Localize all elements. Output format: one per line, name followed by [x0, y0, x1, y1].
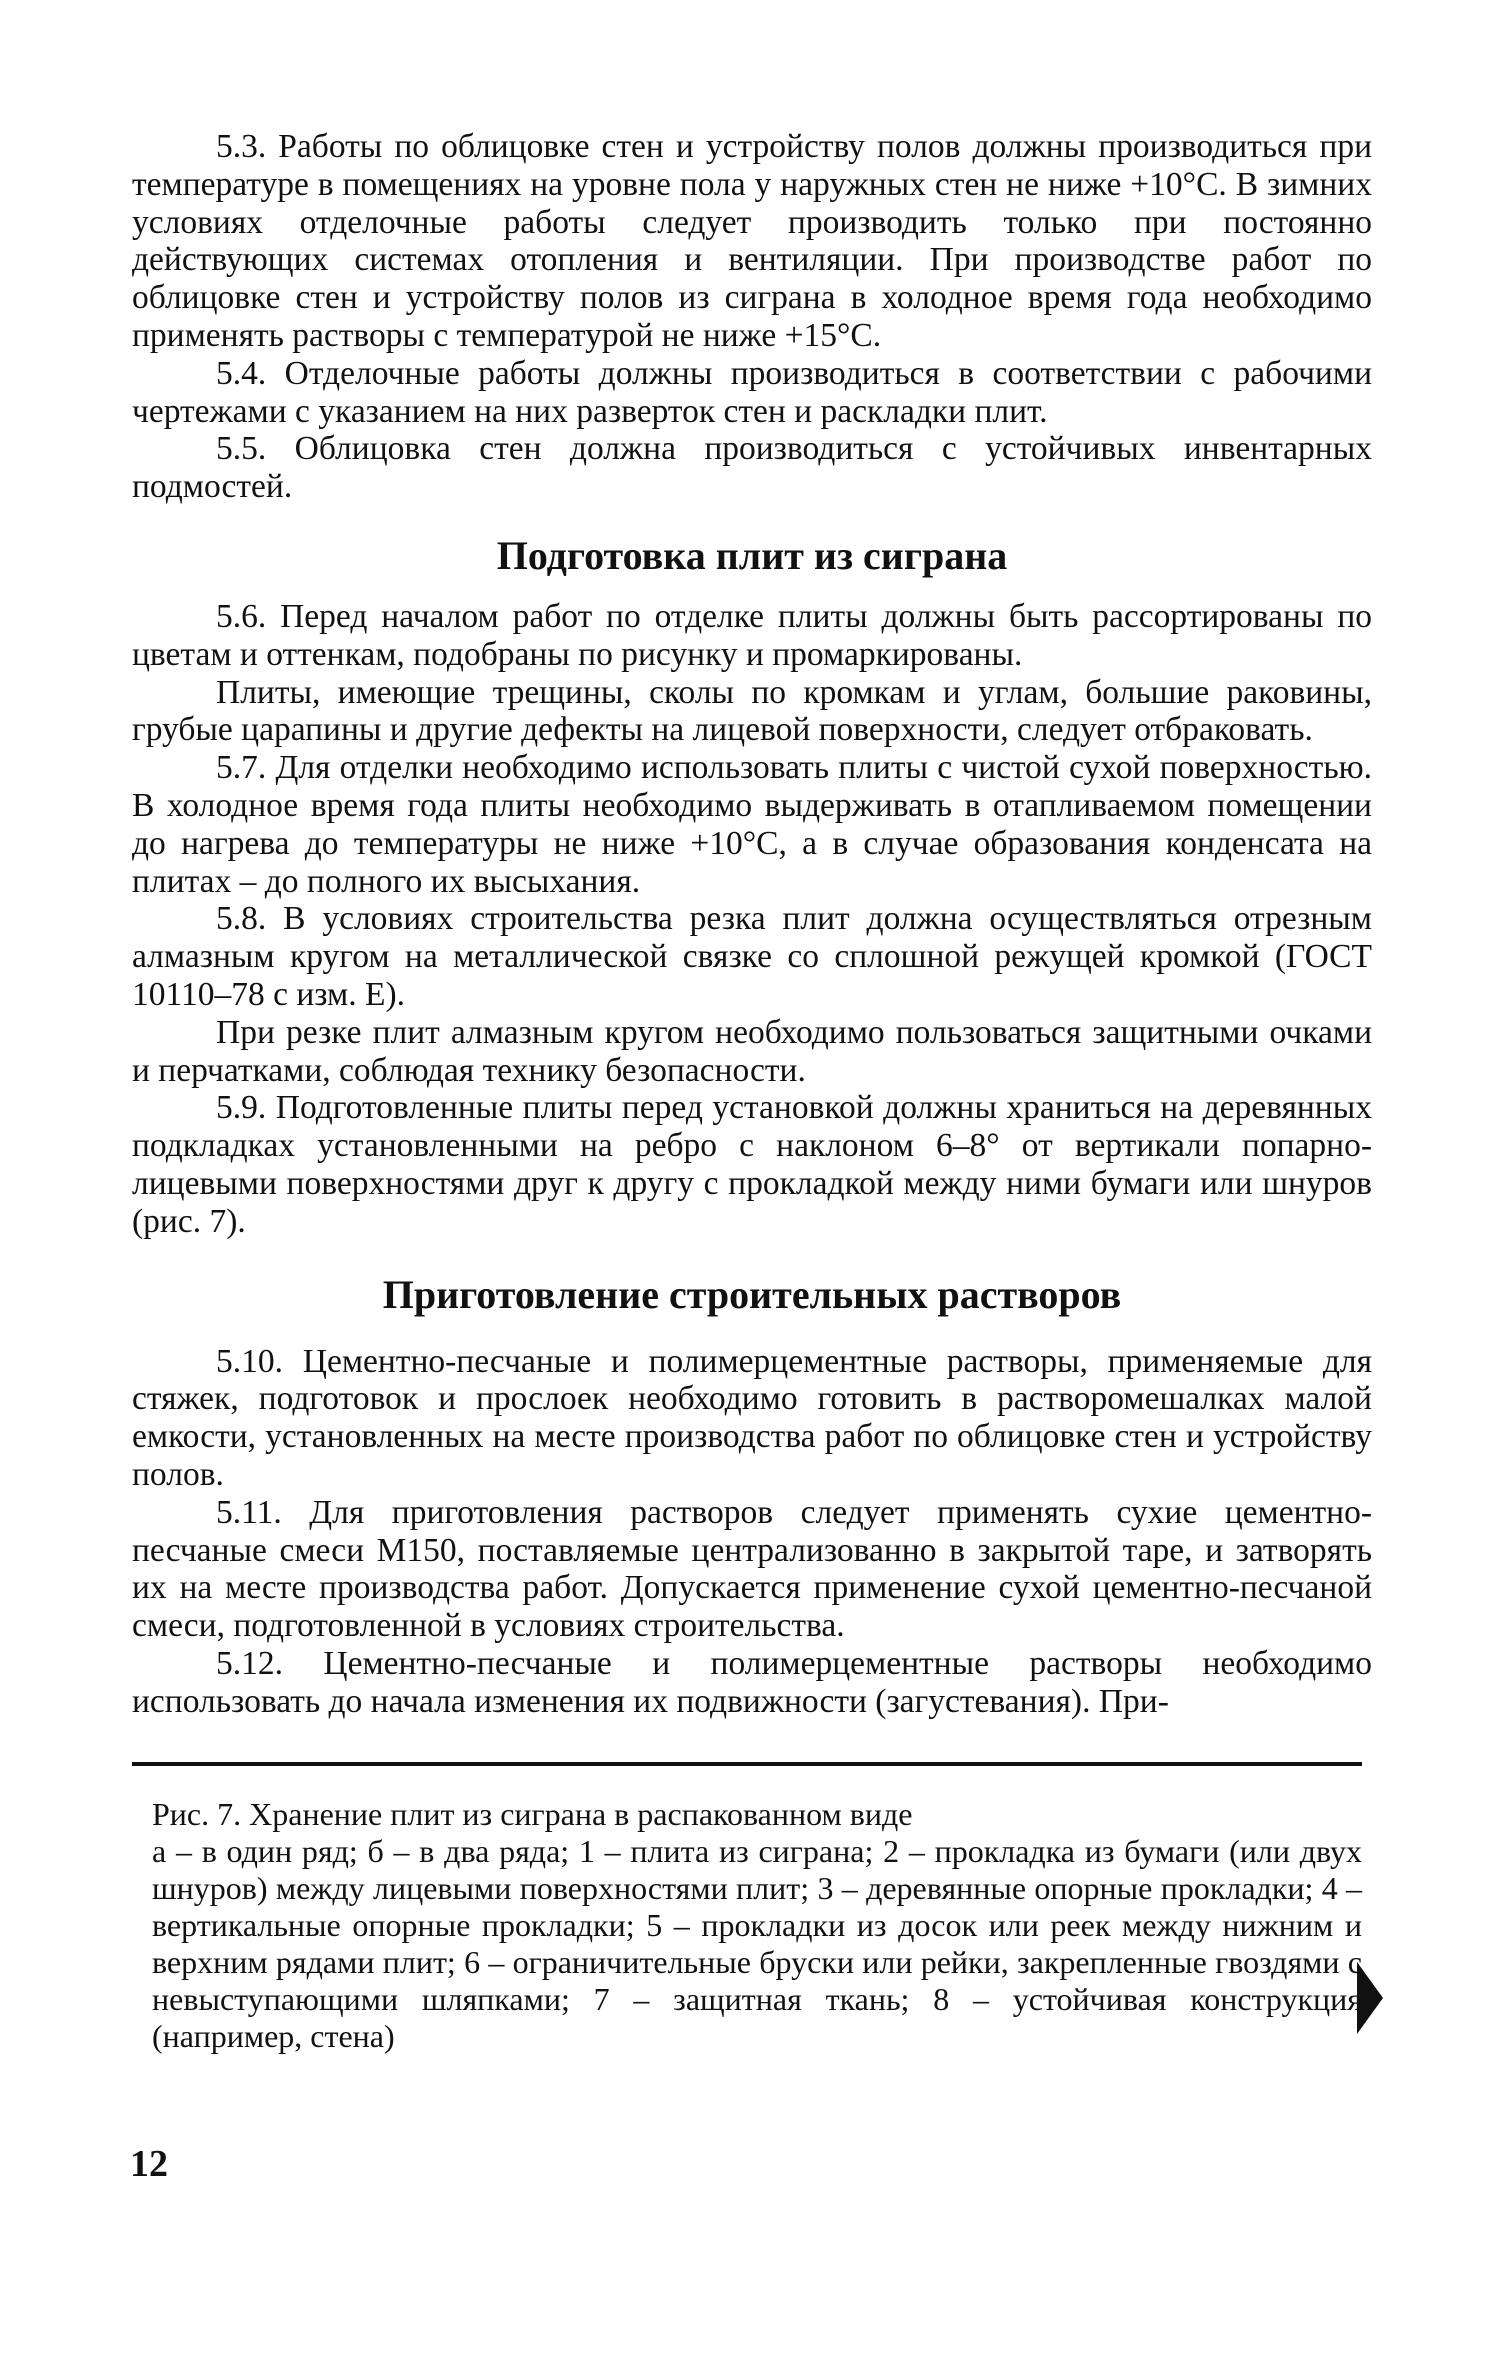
figure-caption-legend: а – в один ряд; б – в два ряда; 1 – плита из сиграна; 2 – прокладка из бумаги (или двух шнуров) между лицевыми поверхностями плит; 3 – деревянные опорные прокладки; 4 – вертикальные опорные прокладки; 5 – прокладки из досок или реек между нижним и верхним рядами плит; 6 – ограничительные бруски или рейки, закрепленные гвоздями с невыступающими шляпками; 7 – защитная ткань; 8 – устойчивая конструкция (например, стена)	[152, 1833, 1362, 2055]
paragraph-5-6: 5.6. Перед началом работ по отделке плиты должны быть рассортированы по цветам и оттенкам, подобраны по рисунку и промаркированы.	[132, 597, 1372, 673]
paragraph-defects: Плиты, имеющие трещины, сколы по кромкам и углам, большие раковины, грубые царапины и другие дефекты на лицевой поверхности, следует отбраковать.	[132, 673, 1372, 749]
paragraph-safety: При резке плит алмазным кругом необходимо пользоваться защитными очками и перчатками, соблюдая технику безопасности.	[132, 1013, 1372, 1089]
page-number: 12	[130, 2143, 168, 2185]
paragraph-5-9: 5.9. Подготовленные плиты перед установкой должны храниться на деревянных подкладках установленными на ребро с наклоном 6–8° от вертикали попарно-лицевыми поверхностями друг к другу с прокладкой между ними бумаги или шнуров (рис. 7).	[132, 1089, 1372, 1240]
paragraph-5-3: 5.3. Работы по облицовке стен и устройству полов должны производиться при температуре в помещениях на уровне пола у наружных стен не ниже +10°С. В зимних условиях отделочные работы следует производить только при постоянно действующих системах отопления и вентиляции. При производстве работ по облицовке стен и устройству полов из сиграна в холодное время года необходимо применять растворы с температурой не ниже +15°С.	[132, 128, 1372, 354]
section-heading-plates: Подготовка плит из сиграна	[496, 532, 1008, 578]
page-body	[132, 128, 1372, 2055]
figure-caption	[132, 1766, 1362, 2055]
figure-caption-title: Рис. 7. Хранение плит из сиграна в распакованном виде	[152, 1796, 913, 1833]
paragraph-5-5: 5.5. Облицовка стен должна производиться с устойчивых инвентарных подмостей.	[132, 430, 1372, 506]
section-heading-mortars: Приготовление строительных растворов	[382, 1271, 1122, 1317]
paragraph-5-11: 5.11. Для приготовления растворов следует применять сухие цементно-песчаные смеси М150, поставляемые централизованно в закрытой таре, и затворять их на месте производства работ. Допускается применение сухой цементно-песчаной смеси, подготовленной в условиях строительства.	[132, 1493, 1372, 1645]
paragraph-5-12: 5.12. Цементно-песчаные и полимерцементные растворы необходимо использовать до начала изменения их подвижности (загустевания). При-	[132, 1644, 1372, 1720]
paragraph-5-7: 5.7. Для отделки необходимо использовать плиты с чистой сухой поверхностью. В холодное время года плиты необходимо выдерживать в отапливаемом помещении до нагрева до температуры не ниже +10°С, а в случае образования конденсата на плитах – до полного их высыхания.	[132, 749, 1372, 900]
paragraph-5-10: 5.10. Цементно-песчаные и полимерцементные растворы, применяемые для стяжек, подготовок и прослоек необходимо готовить в растворомешалках малой емкости, установленных на месте производства работ по облицовке стен и устройству полов.	[132, 1342, 1372, 1493]
continue-arrow-icon	[1357, 1962, 1383, 2034]
paragraph-5-8: 5.8. В условиях строительства резка плит должна осуществляться отрезным алмазным кругом на металлической связке со сплошной режущей кромкой (ГОСТ 10110–78 с изм. Е).	[132, 900, 1372, 1013]
paragraph-5-4: 5.4. Отделочные работы должны производиться в соответствии с рабочими чертежами с указанием на них разверток стен и раскладки плит.	[132, 354, 1372, 430]
